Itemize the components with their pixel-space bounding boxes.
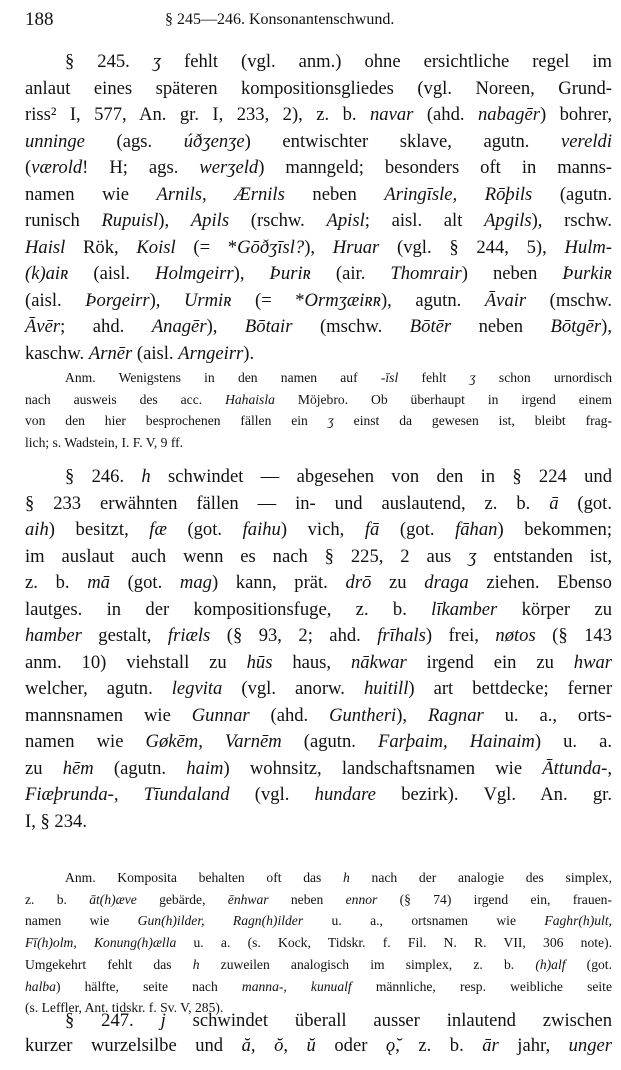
- text-segment: oder: [315, 1035, 386, 1056]
- text-line: [25, 650, 612, 677]
- text-segment: mannsnamen wie: [25, 704, 192, 726]
- text-segment: (= *: [175, 236, 238, 258]
- italic-term: haim: [186, 757, 224, 779]
- text-segment: (aisl.: [25, 289, 86, 311]
- text-segment: namen wie: [25, 731, 146, 752]
- text-segment: schon urnordisch: [475, 370, 613, 385]
- text-segment: (got.: [166, 519, 243, 540]
- paragraph-245: [25, 49, 612, 367]
- text-segment: irgend ein zu: [406, 651, 574, 673]
- text-segment: (= *: [231, 289, 305, 311]
- italic-term: Fī(h)olm, Konung(h)ælla: [25, 935, 177, 951]
- text-segment: (got.: [565, 956, 612, 972]
- text-segment: (rschw.: [229, 210, 327, 231]
- text-segment: fehlt: [398, 370, 470, 385]
- text-segment: ),: [396, 704, 428, 726]
- text-line: [25, 954, 612, 976]
- text-segment: ) bekommen;: [497, 519, 612, 540]
- italic-term: Āvair: [484, 289, 527, 311]
- italic-term: faihu: [242, 519, 281, 540]
- text-line: [25, 782, 612, 809]
- text-segment: nach ausweis des acc.: [25, 391, 226, 407]
- text-segment: gebärde,: [136, 891, 228, 907]
- text-segment: zu: [371, 572, 425, 593]
- text-segment: entstanden ist,: [476, 545, 612, 567]
- text-line: [25, 129, 612, 156]
- text-line: [25, 729, 612, 756]
- text-segment: ).: [243, 342, 255, 364]
- text-segment: ! H; ags.: [82, 157, 200, 178]
- text-segment: (air.: [310, 263, 391, 284]
- italic-term: hūs: [246, 651, 273, 673]
- text-line: [25, 544, 612, 571]
- text-line: [25, 389, 612, 411]
- text-segment: runisch: [25, 210, 102, 231]
- text-segment: (vgl. anorw.: [222, 678, 364, 699]
- italic-term: Gun(h)ilder, Ragn(h)ilder: [137, 913, 304, 929]
- text-segment: (ahd.: [249, 704, 330, 726]
- italic-term: ʒ: [469, 370, 476, 385]
- italic-term: ār: [482, 1035, 499, 1056]
- italic-term: ʒ: [327, 413, 334, 429]
- text-segment: (agutn.: [532, 183, 612, 205]
- text-segment: (mschw.: [292, 316, 410, 337]
- text-segment: schwindet — abgesehen von den in § 224 und: [150, 466, 612, 487]
- italic-term: Thomrair: [390, 263, 462, 284]
- text-segment: haus,: [272, 651, 351, 673]
- italic-term: Āvēr: [25, 316, 61, 337]
- italic-term: j: [160, 1010, 166, 1031]
- italic-term: nabagēr: [477, 104, 540, 125]
- text-segment: (: [25, 157, 32, 178]
- text-line: [25, 235, 612, 262]
- text-segment: ),: [158, 210, 191, 231]
- text-segment: § 246.: [65, 466, 142, 487]
- text-line: [25, 976, 612, 998]
- italic-term: hwar: [573, 651, 613, 673]
- text-segment: schwindet überall ausser inlautend zwischen: [165, 1010, 612, 1031]
- italic-term: h: [192, 956, 200, 972]
- text-segment: körper zu: [497, 598, 612, 620]
- text-line: [25, 208, 612, 235]
- text-line: [25, 809, 612, 836]
- italic-term: værold: [31, 157, 83, 178]
- italic-term: Ragnar: [427, 704, 484, 726]
- italic-term: fæ: [149, 519, 167, 540]
- text-segment: im auslaut auch wenn es nach § 225, 2 aus: [25, 545, 469, 567]
- italic-term: Fiæþrunda-, Tīundaland: [25, 784, 230, 805]
- text-segment: fehlt (vgl. anm.) ohne ersichtliche regel im: [161, 51, 612, 72]
- italic-term: Koisl: [136, 236, 176, 258]
- text-segment: (s. Leffler, Ant. tidskr. f. Sv. V, 285).: [25, 1000, 224, 1016]
- text-line: [25, 703, 612, 730]
- text-segment: ) wohnsitz, landschaftsnamen wie: [223, 757, 543, 779]
- text-segment: z. b.: [25, 891, 90, 907]
- text-segment: anm. 10) viehstall zu: [25, 651, 247, 673]
- text-line: [25, 102, 612, 129]
- italic-term: frīhals: [377, 625, 426, 646]
- italic-term: Haisl: [25, 236, 66, 258]
- text-segment: zu: [25, 757, 63, 779]
- text-segment: ; ahd.: [60, 316, 152, 337]
- text-line: [25, 49, 612, 76]
- text-segment: Umgekehrt fehlt das: [25, 956, 193, 972]
- text-segment: u. a. (s. Kock, Tidskr. f. Fil. N. R. VII, 306 note).: [176, 935, 612, 951]
- text-segment: (§ 74) irgend ein, frauen-: [377, 891, 612, 907]
- text-segment: (§ 143: [535, 625, 612, 646]
- text-segment: § 245.: [65, 51, 153, 72]
- italic-term: ă, ŏ, ŭ: [241, 1035, 316, 1056]
- italic-term: halba: [25, 978, 56, 994]
- italic-term: -īsl: [380, 370, 399, 385]
- text-segment: (ahd.: [413, 104, 478, 125]
- italic-term: huitill: [363, 678, 409, 699]
- italic-term: mag: [179, 572, 212, 593]
- text-segment: (agutn.: [281, 731, 378, 752]
- text-line: [25, 623, 612, 650]
- italic-term: Apisl: [326, 210, 365, 231]
- italic-term: navar: [370, 104, 414, 125]
- text-segment: ) hälfte, seite nach: [55, 978, 242, 994]
- italic-term: drō: [345, 572, 372, 593]
- text-line: [25, 314, 612, 341]
- italic-term: Arnils, Ærnils: [156, 183, 285, 205]
- text-segment: ) art bettdecke; ferner: [408, 678, 613, 699]
- italic-term: Apgils: [484, 210, 532, 231]
- italic-term: Gøkēm, Varnēm: [145, 731, 282, 752]
- italic-term: Þurkiʀ: [562, 263, 612, 284]
- italic-term: Guntheri: [329, 704, 397, 726]
- text-line: [25, 182, 612, 209]
- text-segment: ), rschw.: [531, 210, 612, 231]
- italic-term: Bōtair: [244, 316, 293, 337]
- italic-term: werʒeld: [199, 157, 259, 178]
- italic-term: mā: [87, 572, 110, 593]
- text-segment: nach der analogie des simplex,: [349, 870, 612, 885]
- italic-term: ennor: [345, 891, 378, 907]
- text-segment: (§ 93, 2; ahd.: [210, 625, 378, 646]
- text-segment: riss² I, 577, An. gr. I, 233, 2), z. b.: [25, 104, 370, 125]
- text-segment: anlaut eines späteren kompositionsgliedes (vgl. Noreen, Grund-: [25, 77, 612, 99]
- text-line: [25, 756, 612, 783]
- text-segment: namen wie: [25, 913, 138, 929]
- text-segment: gestalt,: [81, 625, 168, 646]
- text-segment: u. a., ortsnamen wie: [303, 913, 545, 929]
- italic-term: Aringīsle, Rōþils: [384, 183, 533, 205]
- text-line: [25, 410, 612, 432]
- text-segment: ; aisl. alt: [364, 210, 485, 231]
- text-segment: ziehen. Ebenso: [468, 572, 612, 593]
- text-line: [25, 1033, 612, 1058]
- italic-term: Arngeirr: [178, 342, 244, 364]
- text-segment: (vgl. § 244, 5),: [379, 236, 565, 258]
- italic-term: fā: [364, 519, 380, 540]
- running-title: § 245—246. Konsonantenschwund.: [165, 11, 395, 28]
- text-segment: von den hier besprochenen fällen ein: [25, 413, 328, 429]
- note-246: [25, 867, 612, 1019]
- text-segment: neben: [284, 183, 385, 205]
- text-segment: , z. b.: [395, 1035, 483, 1056]
- italic-term: (h)alf: [535, 956, 566, 972]
- text-line: [25, 155, 612, 182]
- italic-term: Hulm-: [564, 236, 612, 258]
- italic-term: Bōtēr: [409, 316, 452, 337]
- text-segment: ) bohrer,: [539, 104, 613, 125]
- italic-term: āt(h)æve: [89, 891, 137, 907]
- text-line: [25, 889, 612, 911]
- text-line: [25, 76, 612, 103]
- text-segment: jahr,: [498, 1035, 569, 1056]
- italic-term: Gōðʒīsl?: [237, 236, 305, 258]
- italic-term: Apils: [190, 210, 230, 231]
- page-number: 188: [25, 9, 54, 30]
- text-segment: bezirk). Vgl. An. gr.: [375, 784, 612, 805]
- italic-term: úðʒenʒe: [183, 130, 245, 152]
- text-segment: zuweilen analogisch im simplex, z. b.: [199, 956, 536, 972]
- text-line: [25, 432, 612, 454]
- italic-term: ēnhwar: [227, 891, 269, 907]
- text-segment: lich; s. Wadstein, I. F. V, 9 ff.: [25, 435, 184, 451]
- text-line: [25, 517, 612, 544]
- italic-term: unninge: [25, 130, 85, 152]
- italic-term: Āttunda-,: [542, 757, 612, 779]
- text-segment: (aisl.: [132, 342, 179, 364]
- italic-term: Hruar: [332, 236, 380, 258]
- text-segment: I, § 234.: [25, 810, 87, 832]
- italic-term: Þorgeirr: [85, 289, 150, 311]
- text-line: [25, 867, 612, 889]
- text-segment: Anm. Wenigstens in den namen auf: [65, 370, 381, 385]
- text-line: [25, 367, 612, 389]
- text-segment: § 233 erwähnten fällen — in- und auslautend, z. b.: [25, 492, 550, 514]
- text-segment: (ags.: [84, 130, 184, 152]
- text-segment: Möjebro. Ob überhaupt in irgend einem: [274, 391, 612, 407]
- italic-term: fāhan: [455, 519, 498, 540]
- italic-term: unger: [568, 1035, 613, 1056]
- text-segment: (aisl.: [68, 263, 156, 284]
- paragraph-246: [25, 464, 612, 835]
- italic-term: (k)aiʀ: [25, 263, 69, 284]
- text-segment: ) kann, prät.: [211, 572, 346, 593]
- text-line: [25, 932, 612, 954]
- italic-term: manna-, kunualf: [241, 978, 352, 994]
- text-segment: (agutn.: [93, 757, 187, 779]
- text-line: [25, 464, 612, 491]
- italic-term: Bōtgēr: [550, 316, 602, 337]
- text-segment: (got.: [109, 572, 180, 593]
- italic-term: hamber: [25, 625, 82, 646]
- italic-term: Anagēr: [151, 316, 207, 337]
- text-segment: ), agutn.: [380, 289, 485, 311]
- italic-term: Gunnar: [191, 704, 250, 726]
- italic-term: draga: [424, 572, 469, 593]
- italic-term: h: [343, 870, 350, 885]
- text-segment: Anm. Komposita behalten oft das: [65, 870, 344, 885]
- text-segment: (mschw.: [526, 289, 612, 311]
- text-line: [25, 597, 612, 624]
- text-segment: ),: [233, 263, 270, 284]
- text-segment: Rök,: [65, 236, 137, 258]
- text-segment: (vgl.: [229, 784, 315, 805]
- italic-term: ʒ: [468, 545, 477, 567]
- text-segment: ),: [601, 316, 612, 337]
- text-line: [25, 1008, 612, 1033]
- paragraph-247: [25, 1008, 612, 1058]
- italic-term: Þuriʀ: [269, 263, 311, 284]
- italic-term: Holmgeirr: [155, 263, 234, 284]
- text-segment: z. b.: [25, 572, 88, 593]
- italic-term: Rupuisl: [101, 210, 159, 231]
- italic-term: Ormʒæiʀʀ: [304, 289, 381, 311]
- text-segment: kurzer wurzelsilbe und: [25, 1035, 242, 1056]
- text-line: [25, 341, 612, 368]
- text-line: [25, 491, 612, 518]
- text-segment: ),: [304, 236, 333, 258]
- text-line: [25, 261, 612, 288]
- text-line: [25, 570, 612, 597]
- text-segment: ),: [149, 289, 184, 311]
- text-segment: ) besitzt,: [48, 519, 150, 540]
- italic-term: h: [141, 466, 151, 487]
- text-segment: (got.: [379, 519, 456, 540]
- italic-term: Arnēr: [88, 342, 133, 364]
- italic-term: friæls: [167, 625, 211, 646]
- text-segment: namen wie: [25, 183, 157, 205]
- text-line: [25, 910, 612, 932]
- text-segment: lautges. in der kompositionsfuge, z. b.: [25, 598, 432, 620]
- italic-term: Farþaim, Hainaim: [377, 731, 535, 752]
- text-segment: neben: [451, 316, 551, 337]
- text-segment: ) u. a.: [534, 731, 612, 752]
- text-segment: kaschw.: [25, 342, 89, 364]
- italic-term: Urmiʀ: [183, 289, 232, 311]
- italic-term: ā: [549, 492, 559, 514]
- text-line: [25, 676, 612, 703]
- text-segment: (got.: [558, 492, 612, 514]
- page-header: [25, 6, 612, 34]
- italic-term: vereldi: [561, 130, 612, 152]
- note-245: [25, 367, 612, 454]
- text-segment: ),: [206, 316, 245, 337]
- italic-term: Faghr(h)ult,: [544, 913, 612, 929]
- text-segment: welcher, agutn.: [25, 678, 172, 699]
- text-segment: männliche, resp. weibliche seite: [351, 978, 612, 994]
- italic-term: hēm: [62, 757, 94, 779]
- text-segment: ) frei,: [425, 625, 496, 646]
- italic-term: līkamber: [431, 598, 498, 620]
- italic-term: ʒ: [152, 51, 162, 72]
- italic-term: hundare: [314, 784, 376, 805]
- italic-term: nøtos: [495, 625, 536, 646]
- italic-term: nākwar: [350, 651, 407, 673]
- text-segment: ) neben: [461, 263, 563, 284]
- italic-term: legvita: [171, 678, 223, 699]
- text-segment: u. a., orts-: [483, 704, 612, 726]
- italic-term: Hahaisla: [225, 391, 275, 407]
- text-segment: einst da gewesen ist, bleibt frag-: [333, 413, 612, 429]
- text-segment: neben: [268, 891, 346, 907]
- text-line: [25, 288, 612, 315]
- italic-term: aih: [25, 519, 49, 540]
- text-segment: ) entwischter sklave, agutn.: [244, 130, 562, 152]
- italic-term: ǫ̆: [385, 1035, 396, 1056]
- text-segment: ) vich,: [280, 519, 365, 540]
- text-segment: ) manngeld; besonders oft in manns-: [258, 157, 612, 178]
- text-segment: § 247.: [65, 1010, 161, 1031]
